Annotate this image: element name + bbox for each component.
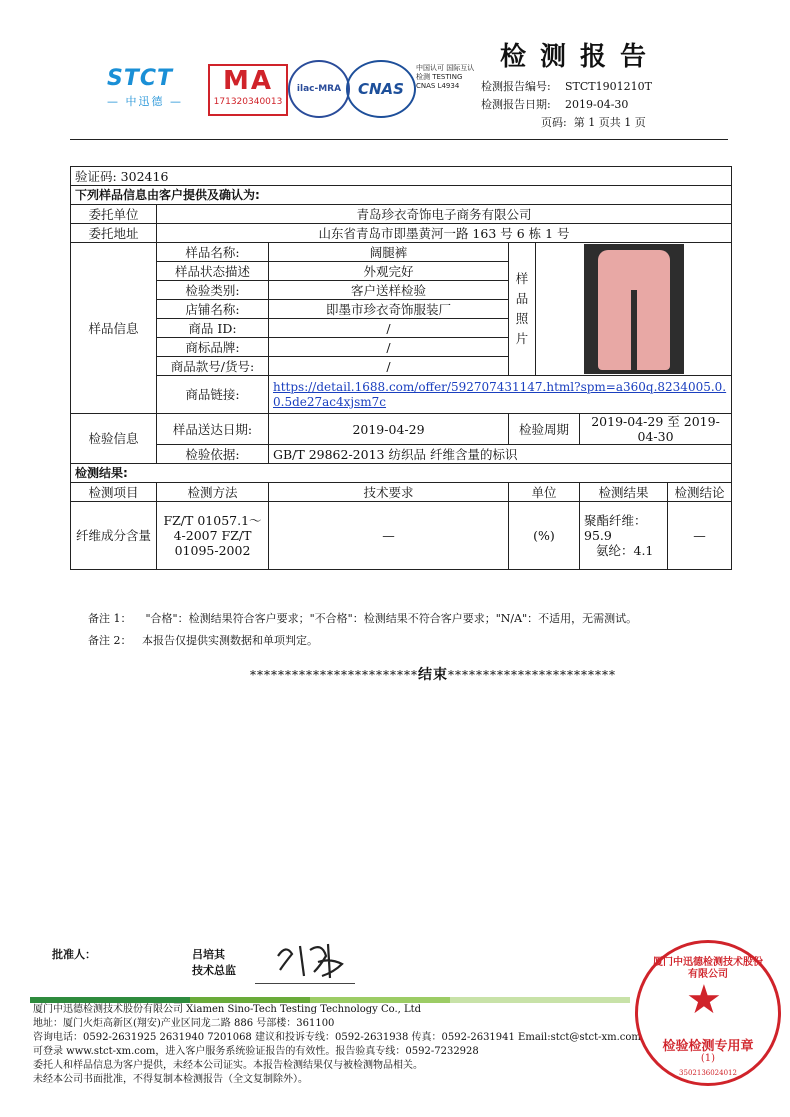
period-label: 检验周期 <box>509 414 580 445</box>
cnas-logo: CNAS <box>346 60 416 118</box>
period-value: 2019-04-29 至 2019-04-30 <box>580 414 732 445</box>
sample-row-label: 检验类别: <box>157 281 269 300</box>
footer-disclaimer-1: 委托人和样品信息为客户提供，未经本公司证实。本报告检测结果仅与被检测物品相关。 <box>33 1060 423 1071</box>
col-header: 技术要求 <box>269 483 509 502</box>
send-date-value: 2019-04-29 <box>269 414 509 445</box>
sample-row-label: 商标品牌: <box>157 338 269 357</box>
sample-row-label: 样品名称: <box>157 243 269 262</box>
stct-logo-text: STCT <box>107 66 174 91</box>
sample-row-value: 客户送样检验 <box>269 281 509 300</box>
result-method: FZ/T 01057.1～4-2007 FZ/T 01095-2002 <box>157 502 269 570</box>
cma-logo-number: 171320340013 <box>213 97 283 107</box>
signature <box>270 936 360 984</box>
report-table <box>70 166 732 570</box>
sample-info-label: 样品信息 <box>71 243 157 414</box>
company-seal: 厦门中迅德检测技术股份有限公司 ★ 检验检测专用章 (1) 3502136024012 <box>635 940 781 1086</box>
pants-image <box>598 250 670 370</box>
footer-company: 厦门中迅德检测技术股份有限公司 Xiamen Sino-Tech Testing Technology Co., Ltd <box>33 1004 422 1015</box>
sample-row-value: 即墨市珍衣奇饰服装厂 <box>269 300 509 319</box>
sample-photo <box>536 243 732 376</box>
footer-color-bar <box>30 992 630 998</box>
pants-photo <box>584 244 684 374</box>
ilac-logo: ilac-MRA <box>288 60 350 118</box>
star-icon: ★ <box>686 977 722 1023</box>
sample-row-label: 商品 ID: <box>157 319 269 338</box>
cma-logo-text: MA <box>223 66 273 96</box>
product-link[interactable]: https://detail.1688.com/offer/592707431147.html?spm=a360q.8234005.0.0.5de27ac4xjsm7c <box>273 379 727 409</box>
address-value: 山东省青岛市即墨黄河一路 163 号 6 栋 1 号 <box>157 224 732 243</box>
sample-row-label: 店铺名称: <box>157 300 269 319</box>
verify-code: 验证码: 302416 <box>71 167 732 186</box>
footer-disclaimer-2: 未经本公司书面批准，不得复制本检测报告（全文复制除外）。 <box>33 1074 308 1085</box>
stct-logo-sub: — 中迅德 — <box>107 95 183 108</box>
sample-row-value: / <box>269 338 509 357</box>
sample-row-value: 外观完好 <box>269 262 509 281</box>
inspect-info-label: 检验信息 <box>71 414 157 464</box>
address-label: 委托地址 <box>71 224 157 243</box>
note-1: 备注 1： "合格"：检测结果符合客户要求；"不合格"：检测结果不符合客户要求；"N/A"：不适用，无需测试。 <box>88 612 638 625</box>
sample-row-label: 商品款号/货号: <box>157 357 269 376</box>
send-date-label: 样品送达日期: <box>157 414 269 445</box>
basis-label: 检验依据: <box>157 445 269 464</box>
report-date: 检测报告日期: 2019-04-30 <box>481 98 629 111</box>
sample-row-value: / <box>269 357 509 376</box>
sample-row-value: / <box>269 319 509 338</box>
cma-logo <box>208 64 288 116</box>
note-2: 备注 2： 本报告仅提供实测数据和单项判定。 <box>88 634 318 647</box>
sample-info-heading: 下列样品信息由客户提供及确认为: <box>71 186 732 205</box>
photo-label: 样品照片 <box>509 243 536 376</box>
stct-logo <box>107 66 207 106</box>
col-header: 单位 <box>509 483 580 502</box>
header-divider <box>70 139 728 140</box>
sample-row-value: 阔腿裤 <box>269 243 509 262</box>
signature-line <box>255 983 355 984</box>
col-header: 检测项目 <box>71 483 157 502</box>
result-requirement: — <box>269 502 509 570</box>
report-number: 检测报告编号: STCT1901210T <box>481 80 652 93</box>
basis-value: GB/T 29862-2013 纺织品 纤维含量的标识 <box>269 445 732 464</box>
footer-contact: 咨询电话：0592-2631925 2631940 7201068 建议和投诉专线：0592-2631938 传真：0592-2631941 Email:stct@stct-xm.com <box>33 1032 641 1043</box>
result-unit: (%) <box>509 502 580 570</box>
col-header: 检测方法 <box>157 483 269 502</box>
result-conclusion: — <box>668 502 732 570</box>
footer-verify: 可登录 www.stct-xm.com，进入客户服务系统验证报告的有效性。报告验真专线：0592-7232928 <box>33 1046 479 1057</box>
col-header: 检测结果 <box>580 483 668 502</box>
page-number: 页码: 第 1 页共 1 页 <box>541 116 646 129</box>
product-link-cell <box>269 376 732 414</box>
result-heading: 检测结果: <box>71 464 732 483</box>
approver-label: 批准人： <box>52 948 96 961</box>
result-item: 纤维成分含量 <box>71 502 157 570</box>
approver-name: 吕培其 <box>192 948 225 961</box>
footer-address: 地址：厦门火炬高新区(翔安)产业区同龙二路 886 号部楼：361100 <box>33 1018 335 1029</box>
client-value: 青岛珍衣奇饰电子商务有限公司 <box>157 205 732 224</box>
approver-role: 技术总监 <box>192 964 236 977</box>
report-title: 检测报告 <box>500 42 661 72</box>
sample-row-label: 样品状态描述 <box>157 262 269 281</box>
report-end-marker: ************************结束************************ <box>250 667 616 683</box>
col-header: 检测结论 <box>668 483 732 502</box>
link-label: 商品链接: <box>157 376 269 414</box>
result-value: 聚酯纤维：95.9 氨纶：4.1 <box>580 502 668 570</box>
cnas-logo-text: 中国认可 国际互认 检测 TESTING CNAS L4934 <box>416 64 475 90</box>
client-label: 委托单位 <box>71 205 157 224</box>
